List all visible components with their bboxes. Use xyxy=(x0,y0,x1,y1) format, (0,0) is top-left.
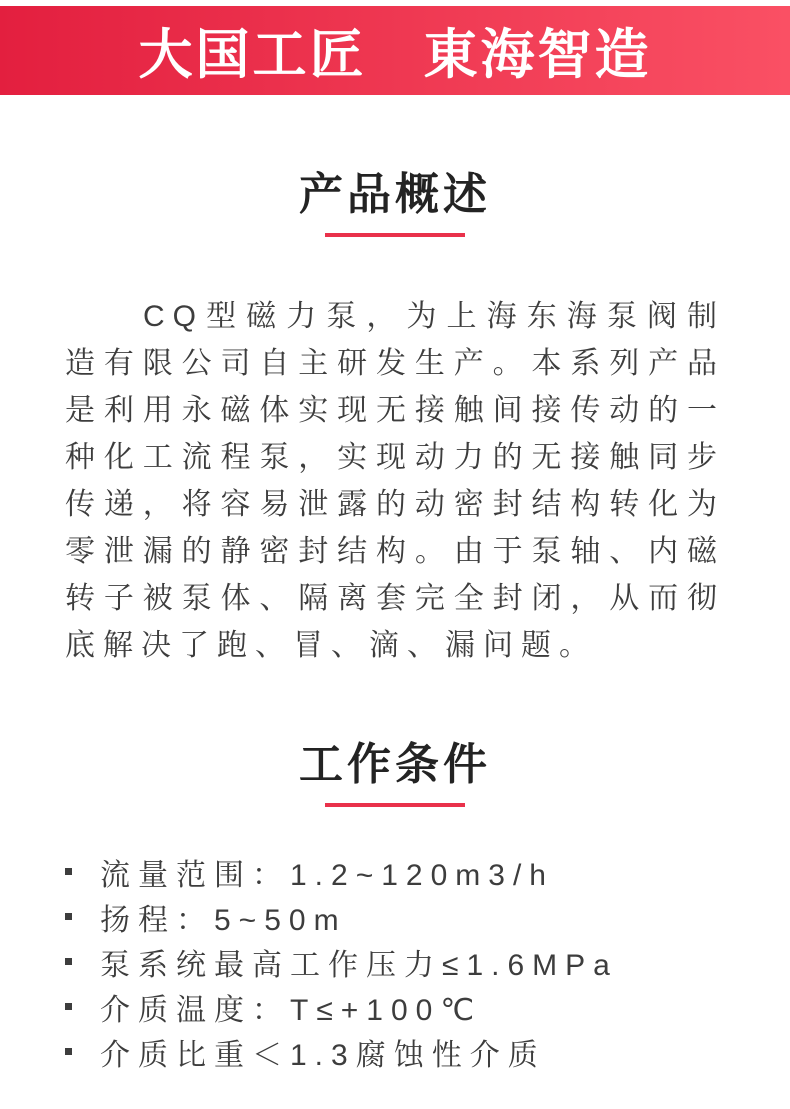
list-item xyxy=(65,1029,730,1074)
conditions-list xyxy=(65,849,730,1074)
bullet-icon xyxy=(65,958,72,965)
list-item-text: 泵系统最高工作压力≤1.6MPa xyxy=(100,948,618,982)
product-overview-section xyxy=(0,170,790,669)
list-item xyxy=(65,849,730,894)
conditions-heading: 工作条件 xyxy=(299,740,491,789)
list-item xyxy=(65,939,730,984)
top-banner xyxy=(0,6,790,95)
list-item xyxy=(65,894,730,939)
bullet-icon xyxy=(65,1048,72,1055)
list-item-text: 扬程：5~50m xyxy=(100,903,347,937)
overview-paragraph: CQ型磁力泵，为上海东海泵阀制造有限公司自主研发生产。本系列产品是利用永磁体实现无接触间接传动的一种化工流程泵，实现动力的无接触同步传递，将容易泄露的动密封结构转化为零泄漏的静密封结构。由于泵轴、内磁转子被泵体、隔离套完全封闭，从而彻底解决了跑、冒、滴、漏问题。 xyxy=(65,300,725,662)
list-item-text: 介质比重＜1.3腐蚀性介质 xyxy=(100,1038,546,1072)
bullet-icon xyxy=(65,913,72,920)
overview-heading: 产品概述 xyxy=(299,170,491,219)
list-item xyxy=(65,984,730,1029)
working-conditions-section xyxy=(0,740,790,1074)
list-item-text: 流量范围：1.2~120m3/h xyxy=(100,858,554,892)
bullet-icon xyxy=(65,1003,72,1010)
conditions-heading-underline xyxy=(325,803,465,807)
bullet-icon xyxy=(65,868,72,875)
banner-title: 大国工匠 東海智造 xyxy=(138,25,652,85)
overview-heading-underline xyxy=(325,233,465,237)
list-item-text: 介质温度：T≤+100℃ xyxy=(100,993,483,1027)
